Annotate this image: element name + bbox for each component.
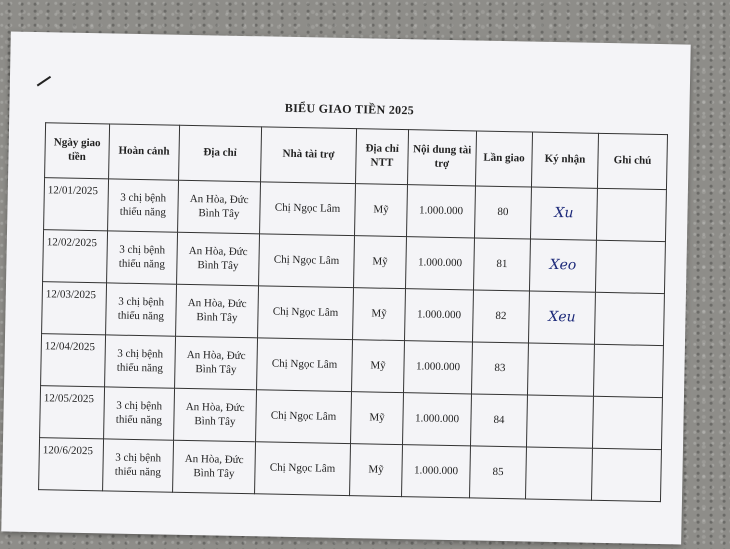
- cell-situation: 3 chị bệnh thiếu năng: [106, 283, 177, 336]
- cell-times: 85: [469, 446, 526, 499]
- cell-sponsor: Chị Ngọc Lâm: [255, 442, 351, 496]
- cell-times: 84: [470, 394, 527, 447]
- cell-date: 120/6/2025: [39, 438, 104, 491]
- cell-note: [593, 344, 663, 397]
- cell-address: An Hòa, Đức Bình Tây: [174, 388, 257, 442]
- cell-signature: [525, 447, 592, 500]
- cell-times: 83: [471, 342, 528, 395]
- cell-note: [594, 292, 664, 345]
- cell-sponsor: Chị Ngọc Lâm: [259, 234, 355, 288]
- cell-sponsor: Chị Ngọc Lâm: [256, 390, 352, 444]
- cell-date: 12/03/2025: [42, 282, 107, 335]
- cell-situation: 3 chị bệnh thiếu năng: [104, 387, 175, 440]
- header-times: Lần giao: [475, 131, 532, 187]
- cell-sponsor: Chị Ngọc Lâm: [260, 182, 356, 236]
- cell-times: 80: [474, 186, 531, 239]
- cell-amount: 1.000.000: [402, 445, 471, 498]
- pen-mark: [37, 76, 51, 87]
- cell-signature: Xu: [530, 187, 597, 240]
- cell-sponsor-address: Mỹ: [351, 392, 404, 445]
- cell-date: 12/05/2025: [40, 386, 105, 439]
- cell-sponsor-address: Mỹ: [352, 340, 405, 393]
- cell-date: 12/01/2025: [44, 178, 109, 231]
- cell-amount: 1.000.000: [405, 237, 474, 290]
- cell-times: 81: [473, 238, 530, 291]
- cell-date: 12/02/2025: [43, 230, 108, 283]
- table-row: [39, 438, 662, 502]
- cell-address: An Hòa, Đức Bình Tây: [173, 440, 256, 494]
- cell-date: 12/04/2025: [41, 334, 106, 387]
- cell-amount: 1.000.000: [405, 289, 474, 342]
- cell-sponsor-address: Mỹ: [350, 444, 403, 497]
- header-amount: Nội dung tài trợ: [407, 130, 476, 186]
- cell-situation: 3 chị bệnh thiếu năng: [103, 439, 174, 492]
- cell-situation: 3 chị bệnh thiếu năng: [107, 231, 178, 284]
- document-title: BIỂU GIAO TIỀN 2025: [284, 100, 415, 118]
- cell-sponsor-address: Mỹ: [353, 288, 406, 341]
- cell-note: [591, 448, 661, 501]
- cell-signature: [527, 343, 594, 396]
- cell-sponsor-address: Mỹ: [354, 236, 407, 289]
- cell-sponsor-address: Mỹ: [355, 184, 408, 237]
- header-sponsor-address: Địa chỉ NTT: [356, 129, 409, 185]
- cell-amount: 1.000.000: [403, 393, 472, 446]
- header-signature: Ký nhận: [531, 132, 598, 188]
- cell-signature: [526, 395, 593, 448]
- cell-address: An Hòa, Đức Bình Tây: [177, 232, 260, 286]
- cell-note: [596, 188, 666, 241]
- payment-table: [38, 122, 668, 502]
- header-sponsor: Nhà tài trợ: [261, 127, 357, 184]
- cell-sponsor: Chị Ngọc Lâm: [258, 286, 354, 340]
- header-address: Địa chỉ: [179, 125, 262, 182]
- cell-address: An Hòa, Đức Bình Tây: [175, 336, 258, 390]
- header-date: Ngày giao tiền: [45, 123, 110, 179]
- header-note: Ghi chú: [597, 133, 667, 189]
- cell-address: An Hòa, Đức Bình Tây: [176, 284, 259, 338]
- cell-times: 82: [472, 290, 529, 343]
- cell-amount: 1.000.000: [404, 341, 473, 394]
- cell-note: [592, 396, 662, 449]
- cell-address: An Hòa, Đức Bình Tây: [178, 180, 261, 234]
- header-situation: Hoàn cảnh: [109, 124, 180, 180]
- cell-note: [595, 240, 665, 293]
- cell-signature: Xeu: [528, 291, 595, 344]
- cell-sponsor: Chị Ngọc Lâm: [257, 338, 353, 392]
- cell-situation: 3 chị bệnh thiếu năng: [105, 335, 176, 388]
- paper-sheet: [1, 32, 690, 545]
- cell-amount: 1.000.000: [406, 185, 475, 238]
- cell-signature: Xeo: [529, 239, 596, 292]
- cell-situation: 3 chị bệnh thiếu năng: [108, 179, 179, 232]
